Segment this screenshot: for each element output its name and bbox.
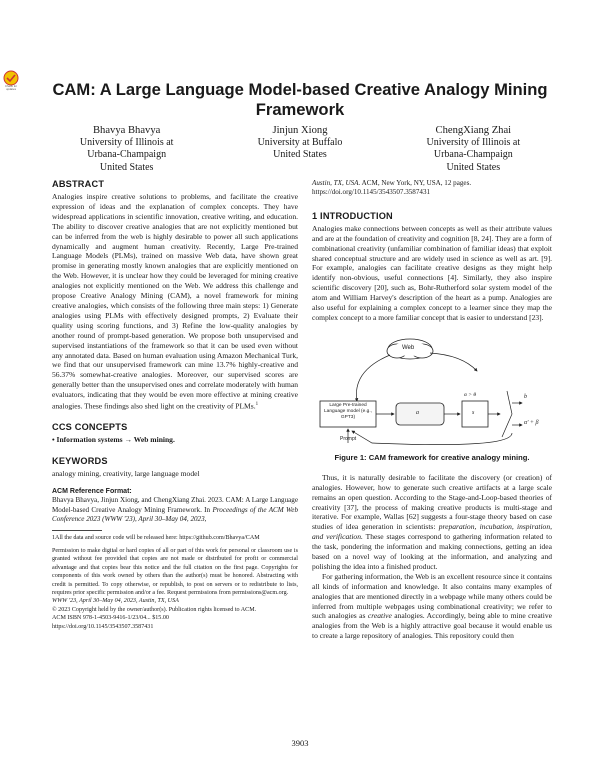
author-affiliation: University at Buffalo	[257, 137, 343, 149]
author-1	[52, 124, 202, 174]
author-affiliation: University of Illinois at	[79, 137, 174, 149]
badge-text: Check for updates	[5, 84, 17, 91]
author-country: United States	[99, 161, 154, 173]
acm-reference-text: Bhavya Bhavya, Jinjun Xiong, and ChengXiang Zhai. 2023. CAM: A Large Language Model-based Creative Analogy Mining Framework. In Proceedings of the ACM Web Conference 2023 (WWW '23), April 30–May 04, 2023,	[52, 496, 298, 524]
footnote-marker: 1	[255, 402, 259, 408]
abstract-text: Analogies inspire creative solutions to problems, and facilitate the creative expression of ideas and the explanation of complex concepts. They have widespread applications in scientific innovation, creative writing, and education. The ability to discover creative analogies that are not explicitly mentioned but can be inferred from the web is highly desirable to power all such applications dynamically and augment human creativity. Recently, Large Pre-trained Language Models (PLMs), trained on massive Web data, have shown great promise in generating mostly known analogies that are explicitly mentioned on the Web. However, it is unclear how they could be leveraged for mining creative analogies not explicitly mentioned on the Web. We address this challenge and propose Creative Analogy Mining (CAM), a novel framework for mining creative analogies, which consists of the following three main steps: 1) Generate analogies using PLMs with effectively designed prompts, 2) Evaluate their quality using scoring functions, and 3) Refine the low-quality analogies by another round of prompt-based generation. We propose both unsupervised and supervised instantiations of the framework so that it can be used even without any annotated data. Based on human evaluation using Amazon Mechanical Turk, we find that our unsupervised framework can mine 13.7% highly-creative and 56.37% somewhat-creative analogies. Moreover, our supervised scores are generally better than the unsupervised ones and correlate moderately with human evaluators, indicating that they would be even more effective at mining creative analogies. These findings also shed light on the creativity of PLMs.$^1$	[52, 192, 298, 411]
isbn-line: ACM ISBN 978-1-4503-9416-1/23/04... $15.00	[52, 615, 169, 622]
author-name: Bhavya Bhavya	[92, 125, 161, 136]
author-2	[225, 124, 375, 174]
figure-caption: Figure 1: CAM framework for creative analogy mining.	[334, 452, 530, 462]
conference-line: WWW '23, April 30–May 04, 2023, Austin, TX, USA	[52, 598, 179, 605]
intro-paragraph-1: Analogies make connections between concepts as well as their attribute values and are at the foundation of creativity and cognition [8, 24]. They are a form of combinational creativity (unfamiliar combination of familiar ideas) that exploit shared conceptual structure and are widely used in science as well as art. [9]. For example, analogies can facilitate creative designs as they might help identify non-obvious, useful connections [4]. Similarly, they also inspire scientific discovery [20], such as, Bohr-Rutherford solar system model of the atom and William Harvey's description of the heart as a pump. Analogies are also useful for explaining a complex concept to a learner since they map the complex concept to a more familiar concept that is easier to understand [23].	[312, 223, 552, 322]
introduction-heading: 1 INTRODUCTION	[312, 210, 393, 221]
acm-reference-continued: Austin, TX, USA. ACM, New York, NY, USA, 12 pages. https://doi.org/10.1145/3543507.3587431	[312, 179, 472, 197]
ccs-text: • Information systems → Web mining.	[52, 435, 175, 445]
author-affiliation: Urbana-Champaign	[433, 149, 513, 161]
paper-title: CAM: A Large Language Model-based Creative Analogy Mining Framework	[52, 80, 548, 119]
keywords-heading: KEYWORDS	[52, 456, 108, 467]
page-number: 3903	[291, 738, 309, 748]
permission-notice: Permission to make digital or hard copies of all or part of this work for personal or classroom use is granted without fee provided that copies are not made or distributed for profit or commercial advantage and that copies bear this notice and the full citation on the first page. Copyrights for components of this work owned by others than the author(s) must be honored. Abstracting with credit is permitted. To copy otherwise, or republish, to post on servers or to redistribute to lists, requires prior specific permission and/or a fee. Request permissions from permissions@acm.org.	[52, 547, 298, 596]
keywords-text: analogy mining, creativity, large language model	[52, 469, 200, 479]
threshold-label: α > θ	[464, 391, 477, 398]
copyright-line: © 2023 Copyright held by the owner/author(s). Publication rights licensed to ACM.	[52, 606, 257, 613]
check-for-updates-badge[interactable]	[2, 70, 20, 92]
label-b: b	[524, 393, 527, 400]
acm-reference-heading: ACM Reference Format:	[52, 488, 132, 496]
author-name: ChengXiang Zhai	[435, 125, 512, 136]
ccs-heading: CCS CONCEPTS	[52, 422, 128, 433]
author-block	[40, 124, 560, 174]
label-s: s	[472, 409, 475, 416]
plm-label: Large Pre-trained Language model (e.g., GPT3)	[323, 402, 372, 420]
author-country: United States	[446, 161, 501, 173]
author-affiliation: University of Illinois at	[426, 137, 521, 149]
author-name: Jinjun Xiong	[272, 125, 328, 136]
intro-paragraph-3: For gathering information, the Web is an excellent resource since it contains all kinds of information and knowledge. It also contains many examples of analogies that are mentioned directly in a webpage while many others could be inferred from multiple webpages using combinational creativity; we refer to such analogies as creative analogies. Accordingly, being able to mine creative analogies from the Web is a highly attractive goal because it would enable us to create a large repository of analogies. This repository could then	[312, 571, 552, 641]
intro-paragraph-2: Thus, it is naturally desirable to facilitate the discovery (or creation) of analogies. However, how to generate such creative artifacts at a large scale remains an open question. According to the Stage-and-Loop-based theories of creativity [37], the process of making creative products is multi-stage and iterative. For example, Wallas [62] suggests a four-stage theory based on case studies of idea generation in scientists: preparation, incubation, inspiration, and verification. These stages correspond to gathering information related to the task, pondering the information and making connections, getting an idea based on a novel way of looking at the information, and analyzing and polishing the idea into a finished product.	[312, 472, 552, 571]
right-column	[312, 179, 552, 641]
web-label: Web	[402, 344, 415, 351]
author-3	[398, 124, 548, 174]
label-a: a	[416, 409, 419, 416]
footnote-rule	[52, 530, 102, 531]
left-column	[52, 178, 298, 631]
author-affiliation: Urbana-Champaign	[87, 149, 167, 161]
author-country: United States	[273, 149, 327, 161]
doi-link[interactable]: https://doi.org/10.1145/3543507.3587431	[52, 623, 154, 630]
footnote-text: 1All the data and source code will be released here: https://github.com/Bhavya/CAM	[52, 535, 260, 542]
framework-diagram	[312, 331, 552, 449]
cam-framework-figure	[312, 331, 552, 449]
output-label: α' + β	[524, 419, 539, 426]
prompt-label: Prompt	[340, 435, 357, 442]
abstract-heading: ABSTRACT	[52, 179, 105, 189]
